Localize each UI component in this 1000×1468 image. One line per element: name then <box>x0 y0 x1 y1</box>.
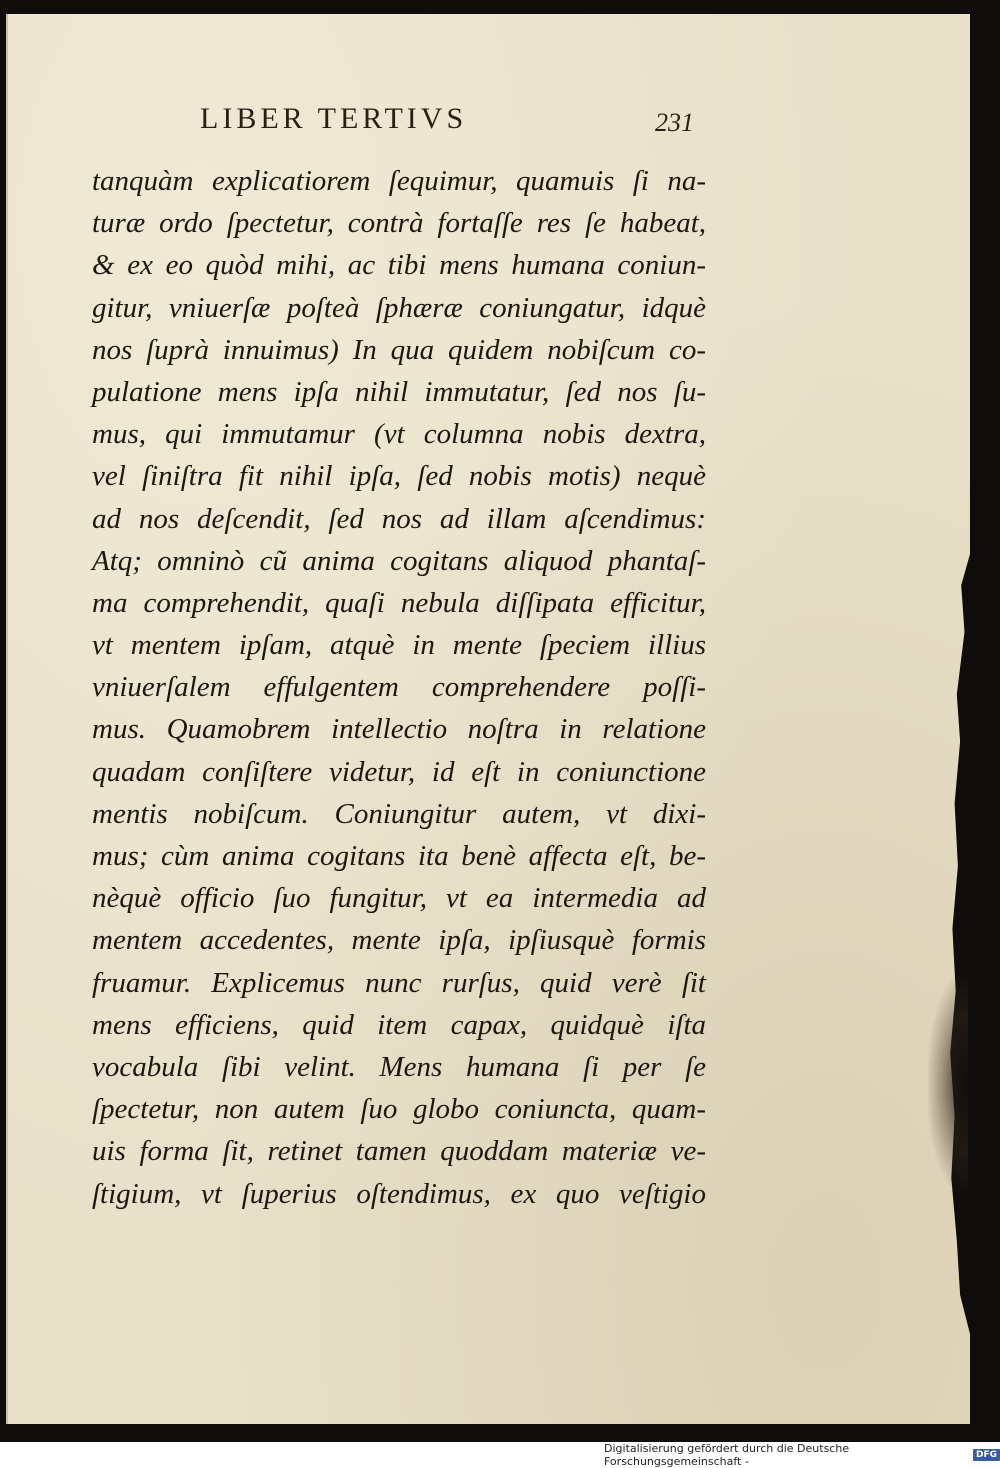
text-line: mus. Quamobrem intellectio noſtra in relatione <box>92 713 706 746</box>
text-line: gitur, vniuerſæ poſteà ſphæræ coniungatur, idquè <box>92 291 706 324</box>
credit-text: Digitalisierung gefördert durch die Deutsche Forschungsgemeinschaft - <box>604 1442 850 1468</box>
text-line: mus, qui immutamur (vt columna nobis dextra, <box>92 418 706 451</box>
text-line: Atq; omninò cũ anima cogitans aliquod phantaſ- <box>92 544 706 577</box>
running-head: LIBER TERTIVS <box>200 102 468 135</box>
dfg-logo: DFG <box>973 1449 1000 1461</box>
text-line: nèquè officio ſuo fungitur, vt ea intermedia ad <box>92 882 706 915</box>
text-line: vocabula ſibi velint. Mens humana ſi per ſe <box>92 1050 706 1083</box>
text-block <box>92 160 706 1215</box>
text-line: quadam conſiſtere videtur, id eſt in coniunctione <box>92 755 706 788</box>
text-line: mentem accedentes, mente ipſa, ipſiusquè formis <box>92 924 706 957</box>
text-line: vt mentem ipſam, atquè in mente ſpeciem illius <box>92 629 706 662</box>
text-line: ad nos deſcendit, ſed nos ad illam aſcendimus: <box>92 502 706 535</box>
page-number: 231 <box>655 108 694 137</box>
text-line: vniuerſalem effulgentem comprehendere poſſi- <box>92 671 706 704</box>
text-line: & ex eo quòd mihi, ac tibi mens humana coniun- <box>92 249 706 282</box>
page-damage-stain <box>928 974 968 1194</box>
text-line: tanquàm explicatiorem ſequimur, quamuis ſi na- <box>92 165 706 197</box>
text-line: mens efficiens, quid item capax, quidquè iſta <box>92 1008 706 1041</box>
text-line: uis forma ſit, retinet tamen quoddam materiæ ve- <box>92 1135 706 1168</box>
text-line: ma comprehendit, quaſi nebula diſſipata efficitur, <box>92 586 706 619</box>
text-line: mus; cùm anima cogitans ita benè affecta eſt, be- <box>92 840 706 872</box>
text-line: mentis nobiſcum. Coniungitur autem, vt dixi- <box>92 797 706 830</box>
text-line: vel ſiniſtra fit nihil ipſa, ſed nobis motis) nequè <box>92 460 706 493</box>
text-line: ſpectetur, non autem ſuo globo coniuncta, quam- <box>92 1093 706 1126</box>
text-line: fruamur. Explicemus nunc rurſus, quid verè ſit <box>92 966 706 999</box>
text-line: pulatione mens ipſa nihil immutatur, ſed nos ſu- <box>92 375 706 408</box>
text-line: ſtigium, vt ſuperius oſtendimus, ex quo veſtigio <box>92 1177 706 1210</box>
text-line: nos ſuprà innuimus) In qua quidem nobiſcum co- <box>92 333 706 366</box>
digitization-credit <box>604 1442 1000 1468</box>
torn-page-edge <box>948 554 970 1334</box>
text-line: turæ ordo ſpectetur, contrà fortaſſe res ſe habeat, <box>92 207 706 240</box>
